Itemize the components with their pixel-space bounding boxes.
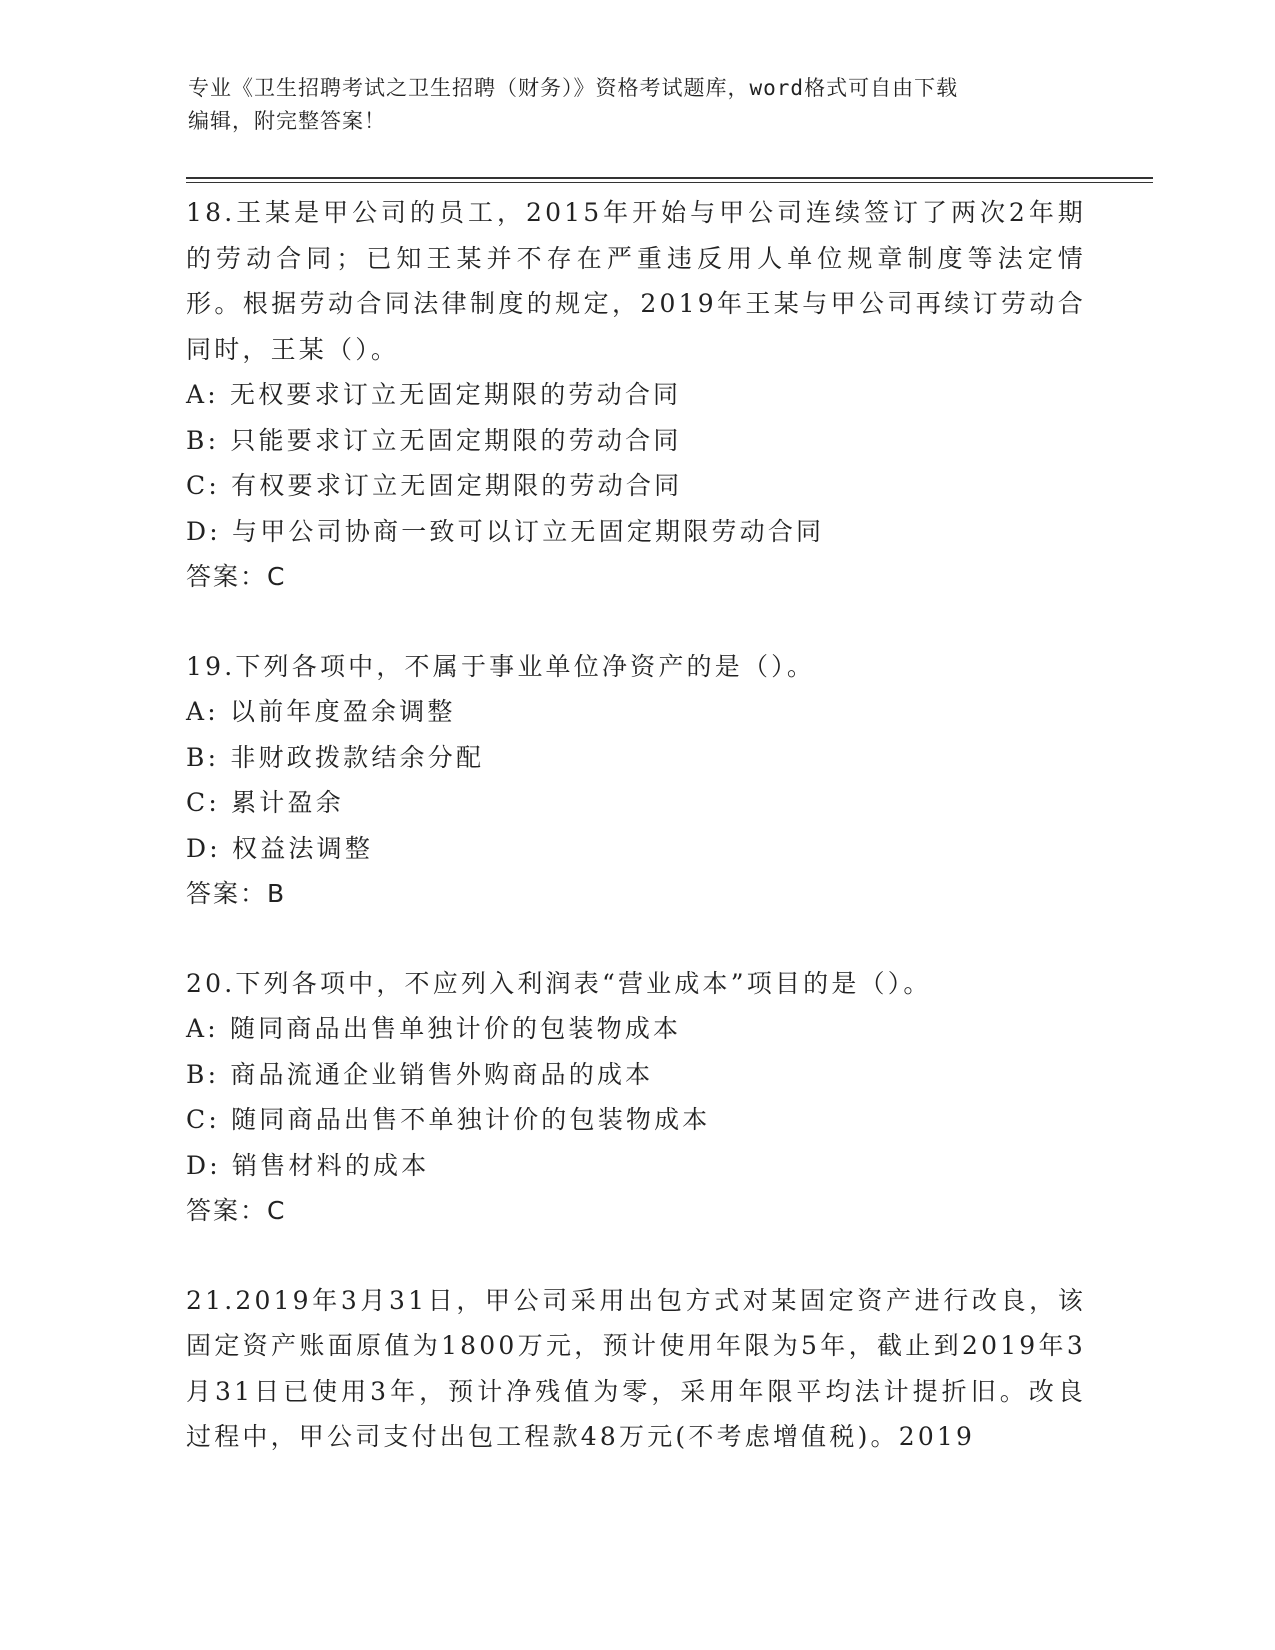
question-stem: 20.下列各项中，不应列入利润表“营业成本”项目的是（）。 — [186, 968, 932, 998]
document-header — [188, 72, 1068, 138]
option-a: A: 无权要求订立无固定期限的劳动合同 — [186, 380, 682, 409]
answer: 答案：B — [186, 879, 287, 908]
question-stem: 21.2019年3月31日，甲公司采用出包方式对某固定资产进行改良，该固定资产账面原值为1800万元，预计使用年限为5年，截止到2019年3月31日已使用3年，预计净残值为零，采用年限平均法计提折旧。改良过程中，甲公司支付出包工程款48万元(不考虑增值税)。2019 — [186, 1285, 1086, 1451]
question-stem: 19.下列各项中，不属于事业单位净资产的是（）。 — [186, 651, 816, 681]
question-19 — [186, 644, 1086, 917]
option-a: A: 以前年度盈余调整 — [186, 697, 456, 726]
option-b: B: 非财政拨款结余分配 — [186, 742, 485, 772]
answer: 答案：C — [186, 562, 287, 591]
question-list — [186, 190, 1086, 1460]
question-21 — [186, 1278, 1086, 1460]
header-divider — [186, 177, 1153, 179]
question-stem: 18.王某是甲公司的员工，2015年开始与甲公司连续签订了两次2年期的劳动合同；已知王某并不存在严重违反用人单位规章制度等法定情形。根据劳动合同法律制度的规定，2019年王某与甲公司再续订劳动合同时，王某（）。 — [186, 198, 1086, 364]
option-d: D: 与甲公司协商一致可以订立无固定期限劳动合同 — [186, 516, 825, 546]
header-divider-thin — [186, 182, 1153, 183]
question-18 — [186, 190, 1086, 600]
option-d: D: 权益法调整 — [186, 833, 374, 863]
option-a: A: 随同商品出售单独计价的包装物成本 — [186, 1014, 682, 1043]
option-c: C: 累计盈余 — [186, 788, 344, 817]
header-line-2: 编辑，附完整答案！ — [188, 109, 386, 133]
header-line-1: 专业《卫生招聘考试之卫生招聘（财务）》资格考试题库，word格式可自由下载 — [188, 76, 959, 100]
answer: 答案：C — [186, 1196, 287, 1225]
option-b: B: 商品流通企业销售外购商品的成本 — [186, 1059, 654, 1089]
question-20 — [186, 961, 1086, 1234]
option-c: C: 有权要求订立无固定期限的劳动合同 — [186, 471, 683, 500]
option-d: D: 销售材料的成本 — [186, 1150, 430, 1180]
option-c: C: 随同商品出售不单独计价的包装物成本 — [186, 1105, 711, 1134]
option-b: B: 只能要求订立无固定期限的劳动合同 — [186, 425, 682, 455]
